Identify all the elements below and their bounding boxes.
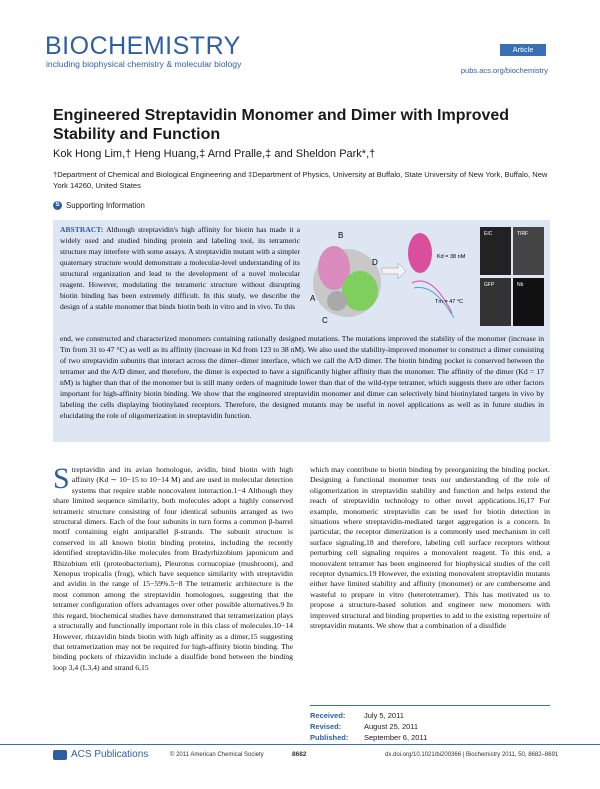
abstract-label: ABSTRACT: (60, 225, 104, 234)
body-text-right: which may contribute to biotin binding by preorganizing the binding pocket. Designing a functional monomer tests our understanding of the role of oligomerization in streptavidin stability and function and helps extend the reach of streptavidin technology to other novel applications.16,17 For example, monomeric streptavidin can be used for biotin detection in situations where streptavidin-mediated target aggregation is a concern. In particular, the receptor dimerization is a commonly used mechanism in cell surface signaling,18 and therefore, labeling cell surface receptors without perturbing cell signaling requires a monovalent reagent. To this end, a monovalent tetramer has been engineered for biophysical studies of the cell receptor dynamics.19 However, the existing monovalent streptavidin mutants either have limited stability and affinity (monomer) or are cumbersome and wasteful to prepare in vitro (heterotetramer). This has motivated us to propose a structure-based solution and engineer new monomers with improved structural and binding properties to add to the existing repertoire of streptavidin mutants. We show that a combination of a disulfide (310, 465, 550, 631)
revised-date: August 25, 2011 (364, 722, 419, 731)
journal-name: BIOCHEMISTRY (45, 32, 241, 60)
panel-label-eic: EIC (484, 231, 493, 237)
copyright: © 2011 American Chemical Society (170, 752, 264, 758)
doi-citation[interactable]: dx.doi.org/10.1021/bi200366 | Biochemistry 2011, 50, 8682–8691 (385, 752, 559, 758)
tm-label: Tm = 47 °C (435, 299, 464, 305)
publisher-logo (53, 749, 148, 760)
fig-label-b: B (338, 231, 344, 240)
body-text-left: treptavidin and its avian homologue, avidin, bind biotin with high affinity (Kd ∼ 10−15 to 10−14 M) and are used in molecular detection systems that require stable noncovalent interaction.1−4 Although they share limited sequence similarity, both molecules adopt a highly conserved tetrameric structure consisting of four identical subunits arranged as two structural dimers. Each of the four subunits in turn forms a common β-barrel motif containing eight antiparallel β-strands. The subunit structure is conserved in all known biotin binding proteins, including the recently identified streptavidin-like molecules from Bradyrhizobium japonicum and Rhizobium etli (proteobacterium), Pleurotus cornucopiae (mushroom), and Xenopus tropicalis (frog), which have sequence similarity with streptavidin and avidin in the range of 15−59%.5−8 The tetrameric architecture is the most common among the streptavidin homologues, suggesting that the tetramer configuration offers advantages over other possible alternatives.9 In this regard, biochemical studies have demonstrated that tetramerization plays a structurally and functionally important role in this class of molecules.10−14 However, rhizavidin binds biotin with high affinity as a dimer,15 suggesting that tetramerization may not be required for high-affinity biotin binding. The binding pockets of rhizavidin include a disulfide bond between the binding loop 3,4 (L3,4) and strand 6,15 (53, 465, 293, 672)
published-date: September 6, 2011 (364, 733, 428, 742)
fig-label-c: C (322, 316, 328, 325)
abstract-part1: Although streptavidin's high affinity for biotin has made it a widely used and studied binding protein and labeling tool, its tetrameric structure may interfere with some assays. A streptavidin mutant with a simpler quaternary structure would demonstrate a molecular-level understanding of its structural organization and lead to the development of a novel molecular reagent. However, modulating the tetrameric structure without disrupting biotin binding has been extremely difficult. In this study, we describe the design of a stable monomer that binds biotin both in vitro and in vivo. To this (60, 225, 300, 311)
toc-graphic (302, 223, 548, 331)
fig-label-d: D (372, 258, 378, 267)
fig-label-a: A (310, 294, 316, 303)
panel-label-tirf: TIRF (517, 231, 529, 237)
kd-label: Kd = 38 nM (437, 254, 466, 260)
received-label: Received: (310, 711, 346, 720)
body-column-left (53, 462, 293, 673)
revised-label: Revised: (310, 722, 342, 731)
acs-logo-icon (53, 750, 67, 760)
published-label: Published: (310, 733, 349, 742)
article-title: Engineered Streptavidin Monomer and Dimer with Improved Stability and Function (53, 107, 510, 143)
publisher-name: ACS Publications (71, 749, 149, 760)
abstract-text-top (60, 224, 300, 312)
supporting-info-link[interactable] (53, 201, 145, 210)
author-list: Kok Hong Lim,† Heng Huang,‡ Arnd Pralle,‡ and Sheldon Park*,† (53, 148, 376, 160)
panel-label-nb: Nb (517, 282, 524, 288)
affiliation: †Department of Chemical and Biological Engineering and ‡Department of Physics, University at Buffalo, State University of New York, Buffalo, New York 14260, United States (53, 170, 548, 190)
article-type-badge: Article (500, 44, 546, 56)
abstract-text-bottom: end, we constructed and characterized monomers containing rationally designed mutations. The mutations improved the stability of the monomer (increase in Tm from 31 to 47 °C) as well as its affinity (increase in Kd from 123 to 38 nM). We also used the stability-improved monomer to construct a dimer consisting of two streptavidin subunits that interact across the dimer–dimer interface, which we call the A/D dimer. The biotin binding pocket is conserved between the tetramer and the A/D dimer, and therefore, the dimer is expected to have a significantly higher affinity than the monomer. The affinity of the dimer (Kd = 17 nM) is higher than that of the monomer but is still many orders of magnitude lower than that of the wild-type tetramer, which suggests there are other factors important for high-affinity biotin binding. We show that the engineered streptavidin monomer and dimer can selectively bind biotinylated targets in vivo by labeling the cells displaying biotinylated receptors. Therefore, the designed mutants may be useful in novel applications as well as in future studies in elucidating the role of oligomerization in streptavidin function. (60, 334, 544, 420)
journal-url[interactable]: pubs.acs.org/biochemistry (460, 66, 548, 75)
panel-label-gfp: GFP (484, 282, 495, 288)
supporting-info-icon: S (53, 201, 62, 210)
journal-subtitle: including biophysical chemistry & molecular biology (46, 59, 242, 69)
drop-cap: S (53, 462, 70, 495)
page-number: 8682 (292, 751, 307, 758)
publication-dates (310, 705, 550, 743)
footer-divider (0, 744, 600, 745)
supporting-info-label: Supporting Information (66, 201, 145, 210)
received-date: July 5, 2011 (364, 711, 404, 720)
